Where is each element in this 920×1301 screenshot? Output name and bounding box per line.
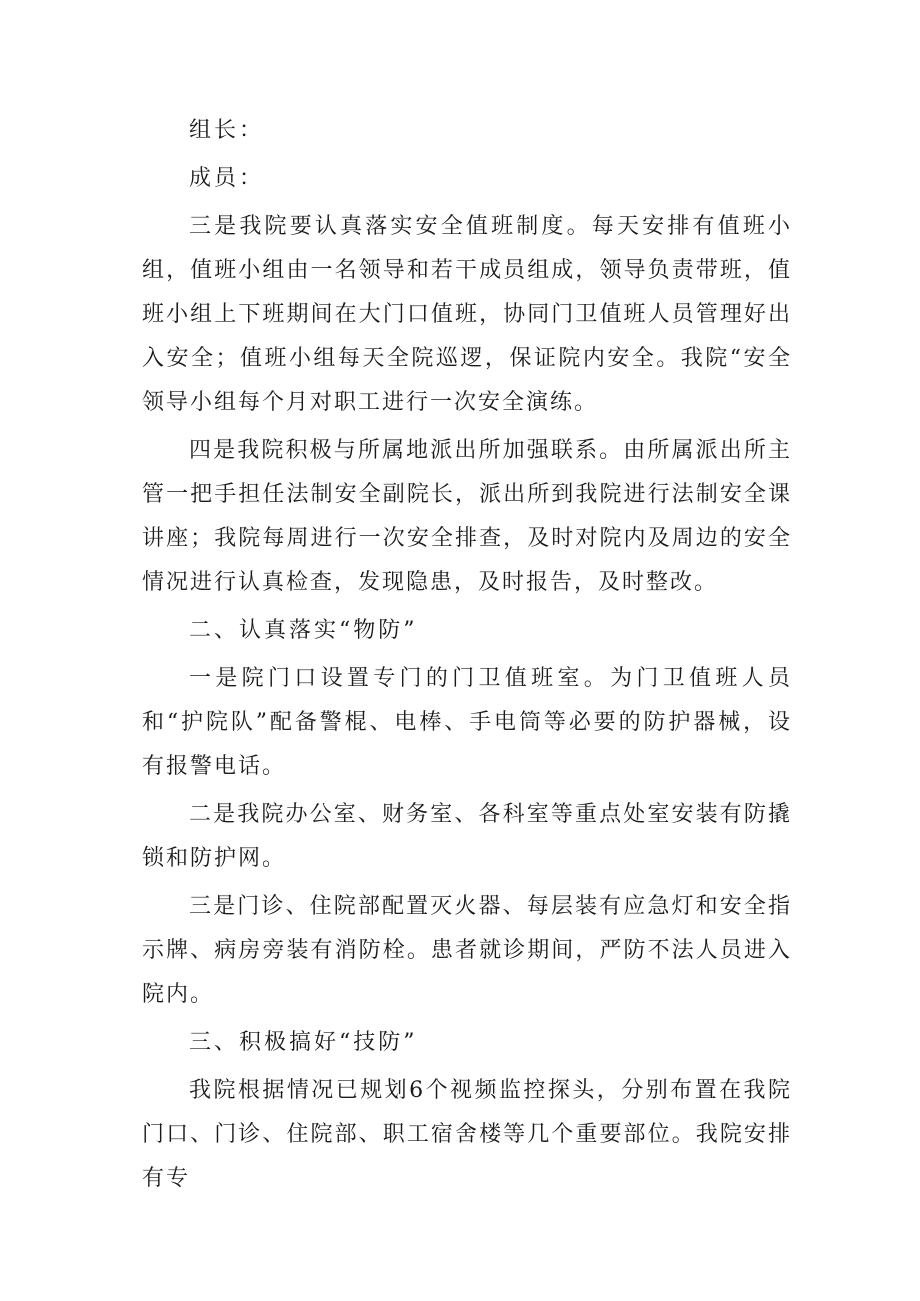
- paragraph-police-liaison: 四是我院积极与所属地派出所加强联系。由所属派出所主管一把手担任法制安全副院长，派出所到我院进行法制安全课讲座；我院每周进行一次安全排查，及时对院内及周边的安全情况进行认真检查，发现隐患，及时报告，及时整改。: [142, 438, 792, 595]
- paragraph-locks: 二是我院办公室、财务室、各科室等重点处室安装有防撬锁和防护网。: [142, 802, 792, 871]
- paragraph-members: 成员：: [189, 166, 265, 191]
- paragraph-fire-safety: 三是门诊、住院部配置灭火器、每层装有应急灯和安全指示牌、病房旁装有消防栓。患者就诊期间，严防不法人员进入院内。: [142, 894, 792, 1007]
- paragraph-leader: 组长：: [189, 118, 265, 143]
- document-body: [142, 109, 792, 1205]
- paragraph-duty-system: 三是我院要认真落实安全值班制度。每天安排有值班小组，值班小组由一名领导和若干成员组成，领导负责带班，值班小组上下班期间在大门口值班，协同门卫值班人员管理好出入安全；值班小组每天全院巡逻，保证院内安全。我院“安全领导小组每个月对职工进行一次安全演练。: [142, 214, 792, 415]
- paragraph-video-monitoring: 我院根据情况已规划6个视频监控探头，分别布置在我院门口、门诊、住院部、职工宿舍楼等几个重要部位。我院安排有专: [142, 1078, 792, 1191]
- heading-technical-defense: 三、积极搞好“技防”: [189, 1030, 418, 1055]
- heading-physical-defense: 二、认真落实“物防”: [189, 618, 418, 643]
- paragraph-guard-room: 一是院门口设置专门的门卫值班室。为门卫值班人员和“护院队”配备警棍、电棒、手电筒等必要的防护器械，设有报警电话。: [142, 666, 792, 779]
